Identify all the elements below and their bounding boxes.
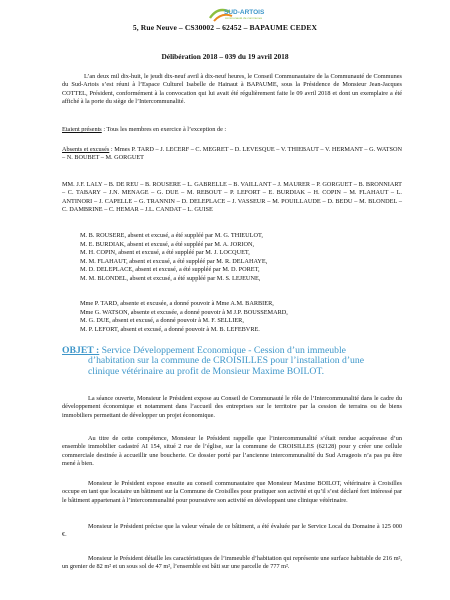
absent-paragraph bbox=[62, 146, 402, 163]
objet-label: OBJET : bbox=[62, 345, 100, 356]
objet-heading bbox=[62, 346, 402, 377]
objet-line1: Service Développement Economique - Cession d’un immeuble bbox=[99, 345, 346, 356]
logo-text: SUD-ARTOIS bbox=[224, 9, 265, 16]
power-item: M. G. DUE, absent et excusé, a donné pouvoir à M. F. SELLIER, bbox=[80, 317, 244, 324]
power-item: Mme G. WATSON, absente et excusée, a donné pouvoir à M J.P. BOUSSEMARD, bbox=[80, 308, 288, 316]
absent-text: : Mmes P. TARD – J. LECERF – C. MEGRET – D. LEVESQUE – V. THIEBAUT – V. HERMANT – G. WATSON – N. BOUBET – M. GORGUET bbox=[62, 146, 402, 162]
logo-subtext: communauté de communes bbox=[225, 16, 263, 20]
body-paragraph: Au titre de cette compétence, Monsieur le Président rappelle que l’intercommunalité s’était rendue acquéreuse d’un ensemble immobilier cadastré AI 154, situé 2 rue de l’église, sur la commune de CROISILLES (62128) pour y créer une cellule commerciale destinée à accueillir une boucherie. Ce dossier porté par l’ancienne intercommunalité du Sud Arrageois n’a pas pu être mené à bien. bbox=[62, 435, 402, 467]
replaced-item: M. M. FLAHAUT, absent et excusé, a été suppléé par M. R. DELAHAYE, bbox=[80, 257, 268, 265]
replaced-item: M. D. DELEPLACE, absent et excusé, a été suppléé par M. D. PORET, bbox=[80, 266, 260, 273]
replaced-item: M. B. ROUSERE, absent et excusé, a été suppléé par M. G. THIEULOT, bbox=[80, 232, 263, 239]
present-label: Etaient présents bbox=[62, 126, 102, 133]
members-paragraph: MM. J.F. LALY – B. DE REU – B. ROUSERE – L. GABRELLE – B. VAILLANT – J. MAURER – P. GORGUET – B. BRONNIART – C. TABARY – J.N. MENAGE – G. DUE – M. REBOUT – P. LEFORT – E. BURDIAK – H. COPIN – M. FLAHAUT – L. ANTINORI – J. CAPELLE – G. TRANNIN – D. DELEPLACE – J. VASSEUR – M. POUILLAUDE – D. BEDU – M. BLONDEL – C. DAMBRINE – C. HEMAR – J.L. CANDAT – L. GUISE bbox=[62, 181, 402, 213]
replaced-list bbox=[80, 232, 380, 283]
replaced-item: M. H. COPIN, absent et excusé, a été suppléé par M. J. LOCQUET, bbox=[80, 249, 250, 256]
replaced-item: M. E. BURDIAK, absent et excusé, a été suppléé par M. A. JORION, bbox=[80, 240, 255, 248]
objet-line3: clinique vétérinaire au profit de Monsieur Maxime BOILOT. bbox=[88, 365, 325, 377]
deliberation-title: Délibération 2018 – 039 du 19 avril 2018 bbox=[161, 52, 289, 61]
powers-list bbox=[80, 300, 380, 334]
present-line bbox=[62, 126, 402, 134]
present-text: : Tous les membres en exercice à l’exception de : bbox=[101, 126, 227, 133]
objet-line2: d’habitation sur la commune de CROISILLES pour l’installation d’une bbox=[88, 355, 365, 367]
address-header: 5, Rue Neuve – CS30002 – 62452 – BAPAUME CEDEX bbox=[132, 23, 318, 32]
absent-label: Absents et excusés bbox=[62, 146, 110, 153]
power-item: Mme P. TARD, absente et excusée, a donné pouvoir à Mme A.M. BARBIER, bbox=[80, 300, 274, 307]
replaced-item: M. M. BLONDEL, absent et excusé, a été suppléé par M. S. LEJEUNE, bbox=[80, 274, 261, 282]
body-paragraph: Monsieur le Président précise que la valeur vénale de ce bâtiment, a été évaluée par le Service Local du Domaine à 125 000 €. bbox=[62, 523, 402, 539]
body-paragraph: Monsieur le Président détaille les caractéristiques de l’immeuble d’habitation qui représente une surface habitable de 216 m², un grenier de 82 m² et un sous sol de 47 m², l’ensemble est bâti sur une parcelle de 777 m². bbox=[62, 555, 402, 571]
power-item: M. P. LEFORT, absent et excusé, a donné pouvoir à M. B. LEFEBVRE. bbox=[80, 325, 260, 333]
body-paragraph: Monsieur le Président expose ensuite au conseil communautaire que Monsieur Maxime BOILOT, vétérinaire à Croisilles occupe en tant que locataire un bâtiment sur la Commune de Croisilles pour pratiquer son activité et qu’il s’est déclaré fort intéressé par le bâtiment appartenant à l’intercommunalité pour poursuivre son activité en développant une clinique vétérinaire. bbox=[62, 480, 402, 504]
body-paragraph: La séance ouverte, Monsieur le Président expose au Conseil de Communauté le rôle de l’Intercommunalité dans le cadre du développement économique et notamment dans l’accueil des entreprises sur le territoire par la cession de terrains ou de biens immobiliers permettant de développer un projet économique. bbox=[62, 395, 402, 419]
intro-paragraph: L’an deux mil dix-huit, le jeudi dix-neuf avril à dix-neuf heures, le Conseil Communautaire de la Communauté de Communes du Sud-Artois s’est réuni à l’Espace Culturel Isabelle de Hainaut à BAPAUME, sous la Présidence de Monsieur Jean-Jacques COTTEL, Président, conformément à la convocation qui lui avait été régulièrement faite le 09 avril 2018 et dont un exemplaire a été affiché à la porte du siège de l’Intercommunalité. bbox=[62, 73, 402, 105]
